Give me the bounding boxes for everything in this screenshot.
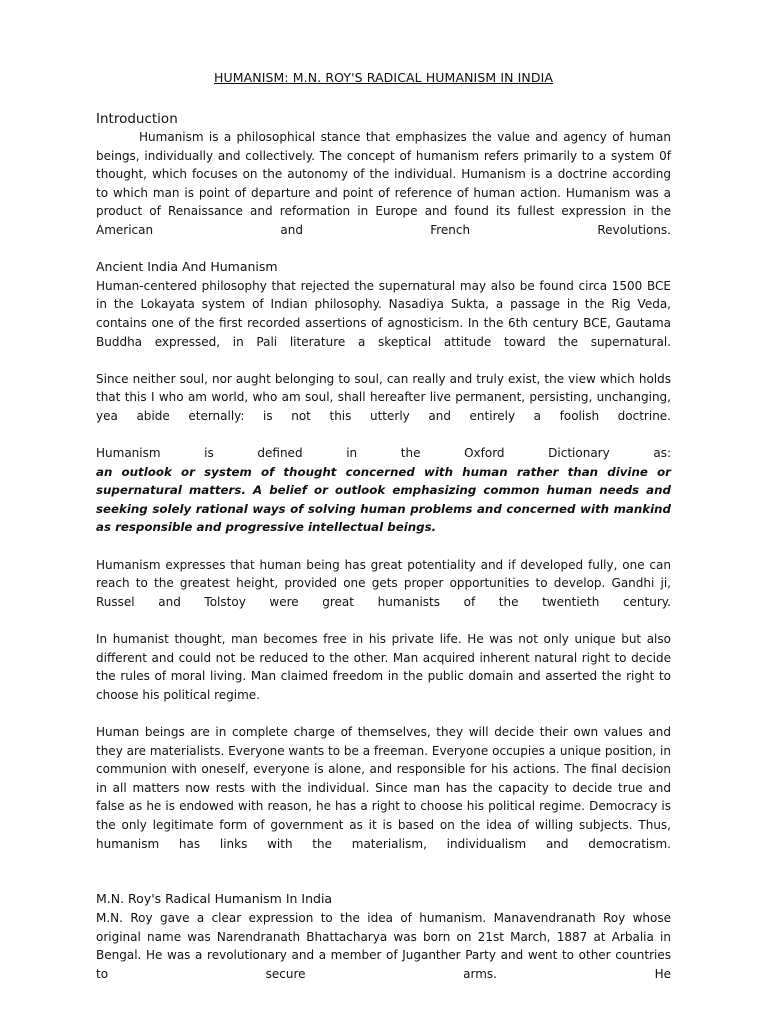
oxford-definition-intro: Humanism is defined in the Oxford Dictionary as:: [96, 446, 671, 461]
spacer: [96, 704, 671, 723]
ancient-india-paragraph-6: Human beings are in complete charge of themselves, they will decide their own values and they are materialists. Everyone wants to be a freeman. Everyone occupies a unique position, in communion with oneself, everyone is alone, and responsible for his actions. The final decision in all matters now rests with the individual. Since man has the capacity to decide true and false as he is endowed with reason, he has a right to choose his political regime. Democracy is the only legitimate form of government as it is based on the idea of willing subjects. Thus, humanism has links with the materialism, individualism and democratism.: [96, 725, 671, 851]
ancient-india-paragraph-4: Humanism expresses that human being has great potentiality and if developed fully, one can reach to the greatest height, provided one gets proper opportunities to develop. Gandhi ji, Russel and Tolstoy were great humanists of the twentieth century.: [96, 557, 671, 609]
spacer: [96, 853, 671, 890]
document-page: [96, 64, 671, 983]
ancient-india-heading: Ancient India And Humanism: [96, 259, 278, 275]
introduction-heading: Introduction: [96, 111, 178, 127]
mn-roy-paragraph-1: M.N. Roy gave a clear expression to the idea of humanism. Manavendranath Roy whose original name was Narendranath Bhattacharya was born on 21st March, 1887 at Arbalia in Bengal. He was a revolutionary and a member of Juganther Party and went to other countries to secure arms. He: [96, 910, 671, 981]
document-title: HUMANISM: M.N. ROY'S RADICAL HUMANISM IN INDIA: [213, 70, 554, 85]
mn-roy-heading: M.N. Roy's Radical Humanism In India: [96, 891, 333, 907]
ancient-india-paragraph-5: In humanist thought, man becomes free in his private life. He was not only unique but also different and could not be reduced to the other. Man acquired inherent natural right to decide the rules of moral living. Man claimed freedom in the public domain and asserted the right to choose his political regime.: [96, 632, 671, 702]
spacer: [96, 537, 671, 556]
spacer: [96, 426, 671, 445]
ancient-india-paragraph-1: Human-centered philosophy that rejected the supernatural may also be found circa 1500 BCE in the Lokayata system of Indian philosophy. Nasadiya Sukta, a passage in the Rig Veda, contains one of the first recorded assertions of agnosticism. In the 6th century BCE, Gautama Buddha expressed, in Pali literature a skeptical attitude toward the supernatural.: [96, 278, 671, 349]
introduction-paragraph: Humanism is a philosophical stance that emphasizes the value and agency of human beings, individually and collectively. The concept of humanism refers primarily to a system 0f thought, which focuses on the autonomy of the individual. Humanism is a doctrine according to which man is point of departure and point of reference of human action. Humanism was a product of Renaissance and reformation in Europe and found its fullest expression in the American and French Revolutions.: [96, 130, 671, 237]
spacer: [96, 240, 671, 259]
ancient-india-paragraph-2: Since neither soul, nor aught belonging to soul, can really and truly exist, the view which holds that this I who am world, who am soul, shall hereafter live permanent, persisting, unchanging, yea abide eternally: is not this utterly and entirely a foolish doctrine.: [96, 371, 671, 423]
spacer: [96, 351, 671, 370]
oxford-definition-quote: an outlook or system of thought concerned with human rather than divine or supernatural matters. A belief or outlook emphasizing common human needs and seeking solely rational ways of solving human problems and concerned with mankind as responsible and progressive intellectual beings.: [96, 464, 671, 535]
spacer: [96, 611, 671, 630]
